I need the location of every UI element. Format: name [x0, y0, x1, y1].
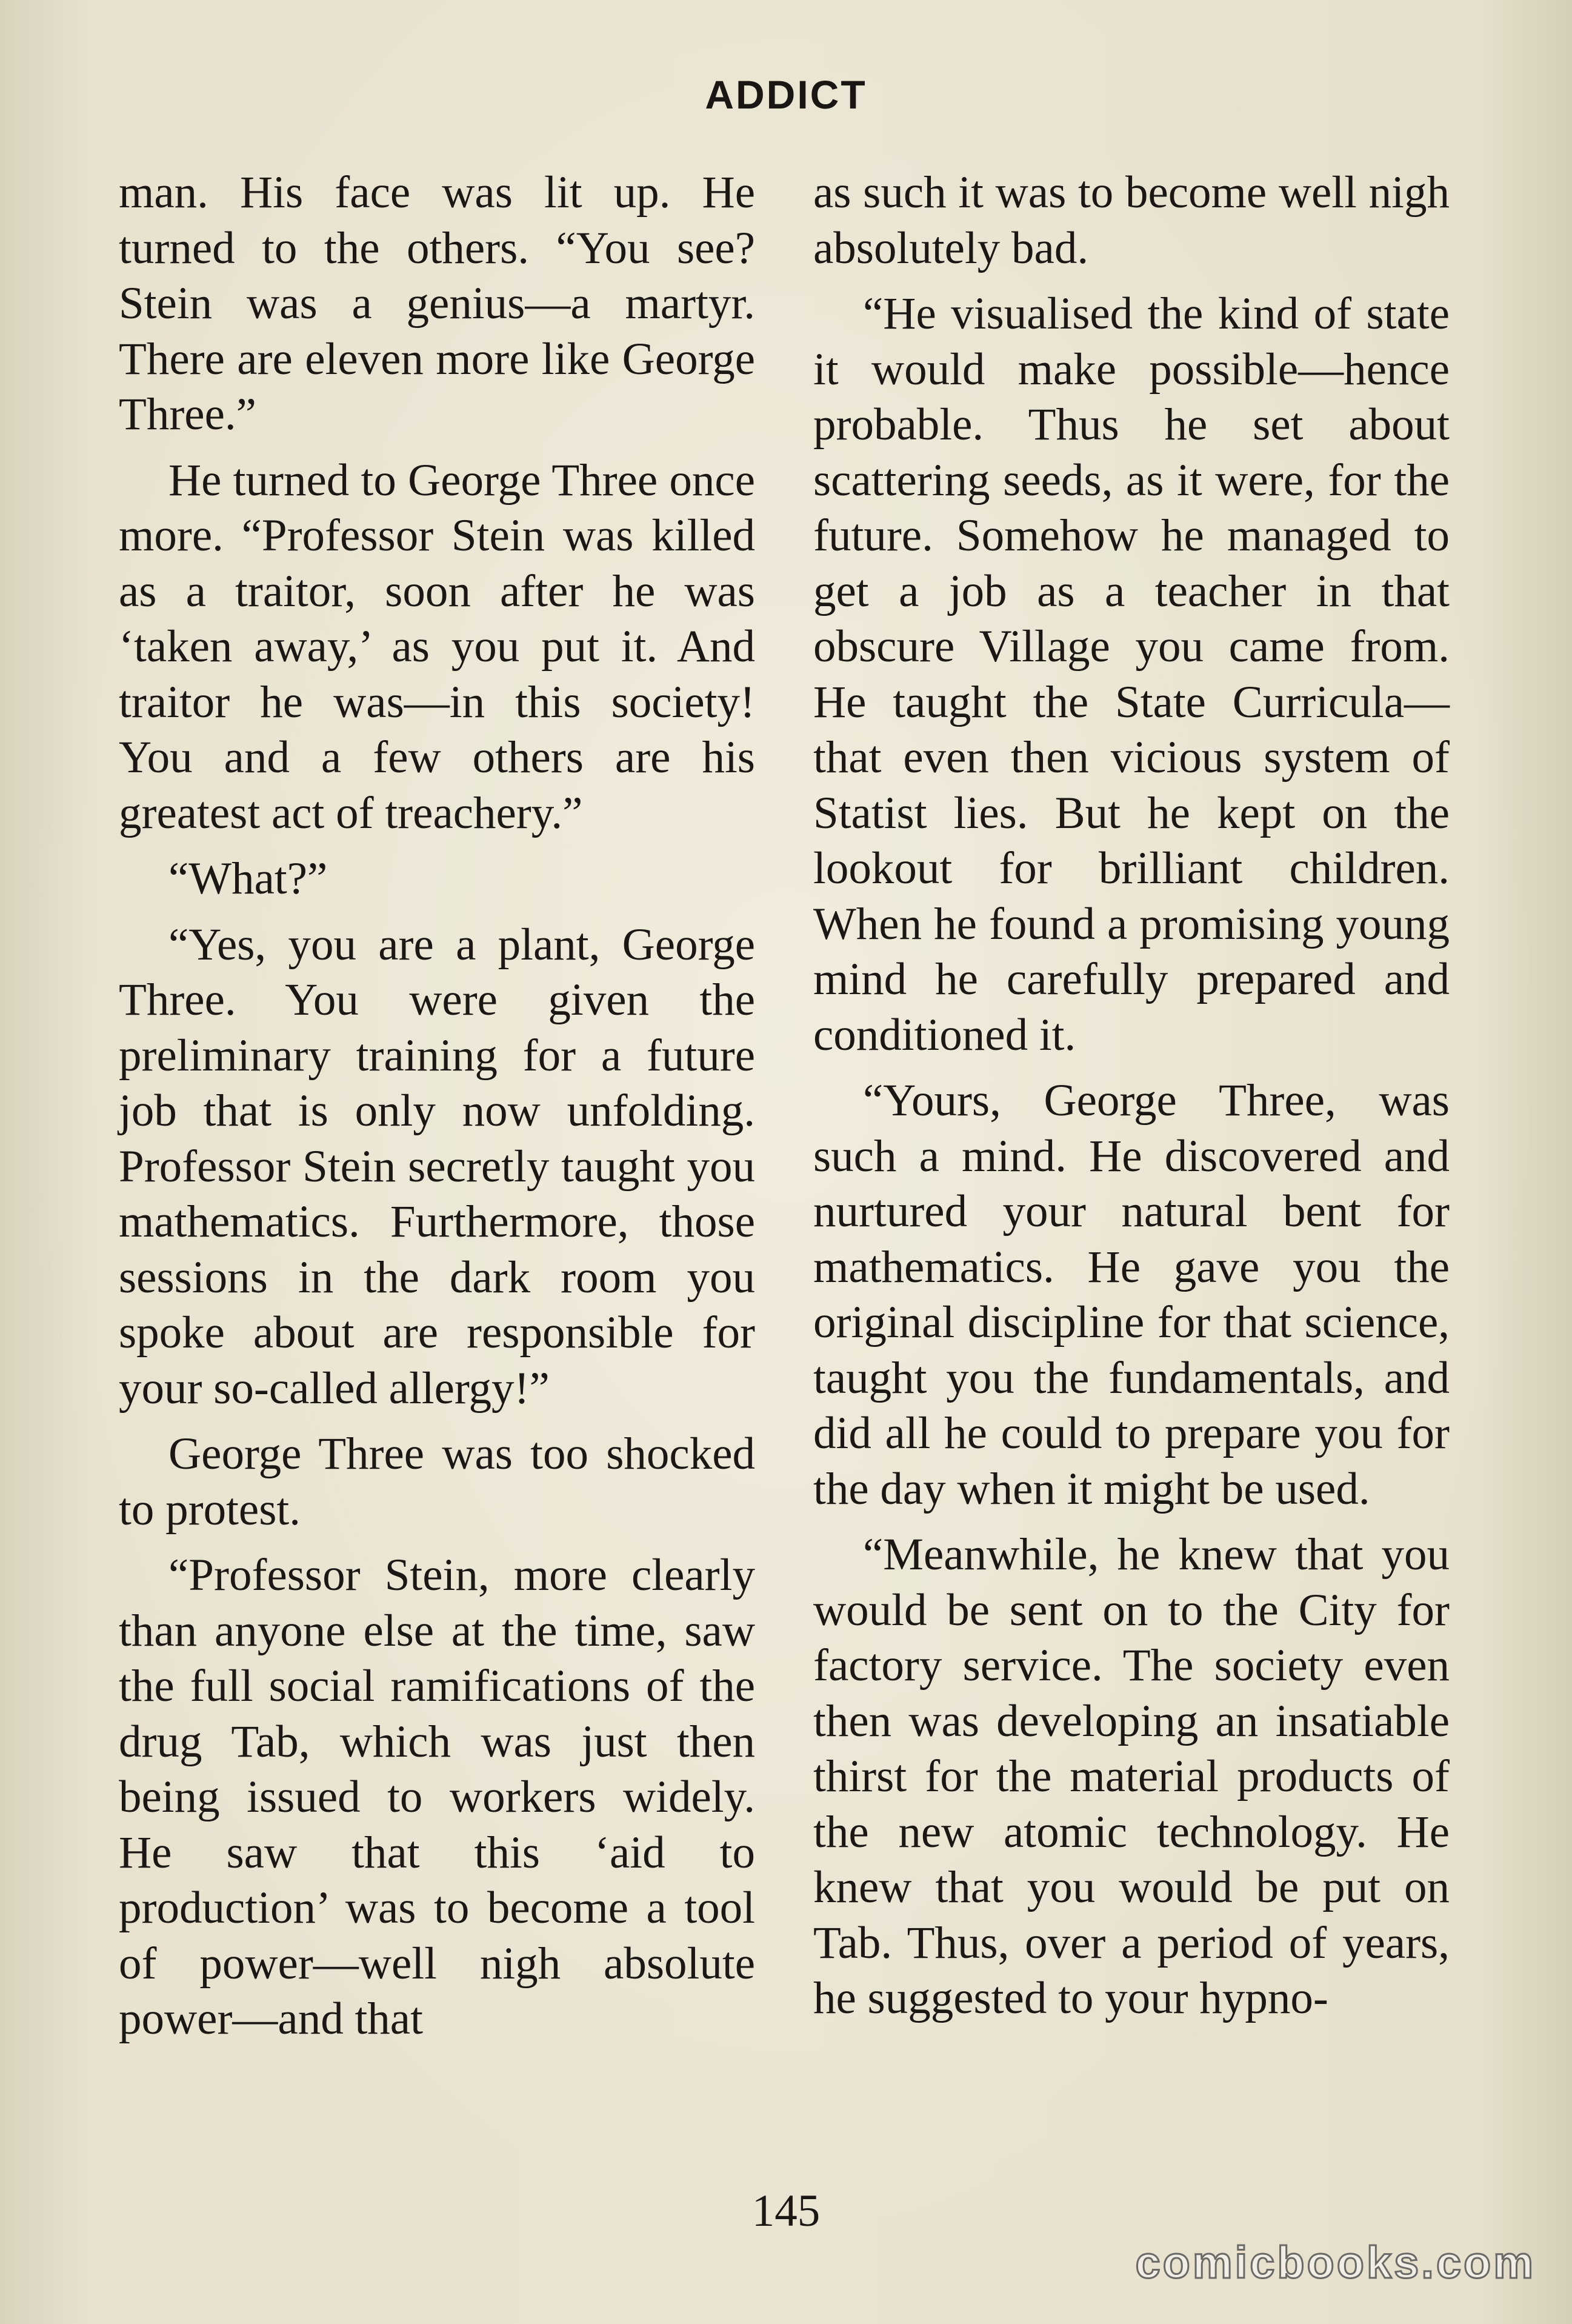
paragraph: George Three was too shocked to protest. [119, 1429, 755, 1535]
paragraph: He turned to George Three once more. “Professor Stein was killed as a traitor, soon after he was ‘taken away,’ as you put it. And traitor he was—in this society! You and a few others are his greatest act of treachery.” [119, 455, 755, 838]
paragraph: “Meanwhile, he knew that you would be sent on to the City for factory service. The society even then was developing an insatiable thirst for the material products of the new atomic technology. He knew that you would be put on Tab. Thus, over a period of years, he suggested to your hypno- [813, 1529, 1450, 2023]
paragraph: “Yes, you are a plant, George Three. You were given the preliminary training for a future job that is only now unfolding. Professor Stein secretly taught you mathematics. Furthermore, those sessions in the dark room you spoke about are responsible for your so-called allergy!” [119, 919, 755, 1414]
paragraph: “He visualised the kind of state it would make possible—hence probable. Thus he set about scattering seeds, as it were, for the future. Somehow he managed to get a job as a teacher in that obscure Village you came from. He taught the State Curricula—that even then vicious system of Statist lies. But he kept on the lookout for brilliant children. When he found a promising young mind he carefully prepared and conditioned it. [813, 289, 1450, 1060]
running-header: ADDICT [705, 72, 867, 117]
left-text-column [119, 165, 755, 2057]
paragraph: “Yours, George Three, was such a mind. He discovered and nurtured your natural bent for mathematics. He gave you the original discipline for that science, taught you the fundamentals, and did all he could to prepare you for the day when it might be used. [813, 1075, 1450, 1514]
paragraph: “What?” [168, 853, 328, 904]
watermark: comicbooks.com [1135, 2237, 1536, 2288]
paragraph: as such it was to become well nigh absolutely bad. [813, 167, 1450, 273]
paragraph: man. His face was lit up. He turned to the others. “You see? Stein was a genius—a martyr. There are eleven more like George Three.” [119, 167, 755, 439]
right-text-column [813, 165, 1450, 2037]
paragraph: “Professor Stein, more clearly than anyone else at the time, saw the full social ramifications of the drug Tab, which was just then being issued to workers widely. He saw that this ‘aid to production’ was to become a tool of power—well nigh absolute power—and that [119, 1550, 755, 2044]
page-number: 145 [751, 2186, 821, 2236]
